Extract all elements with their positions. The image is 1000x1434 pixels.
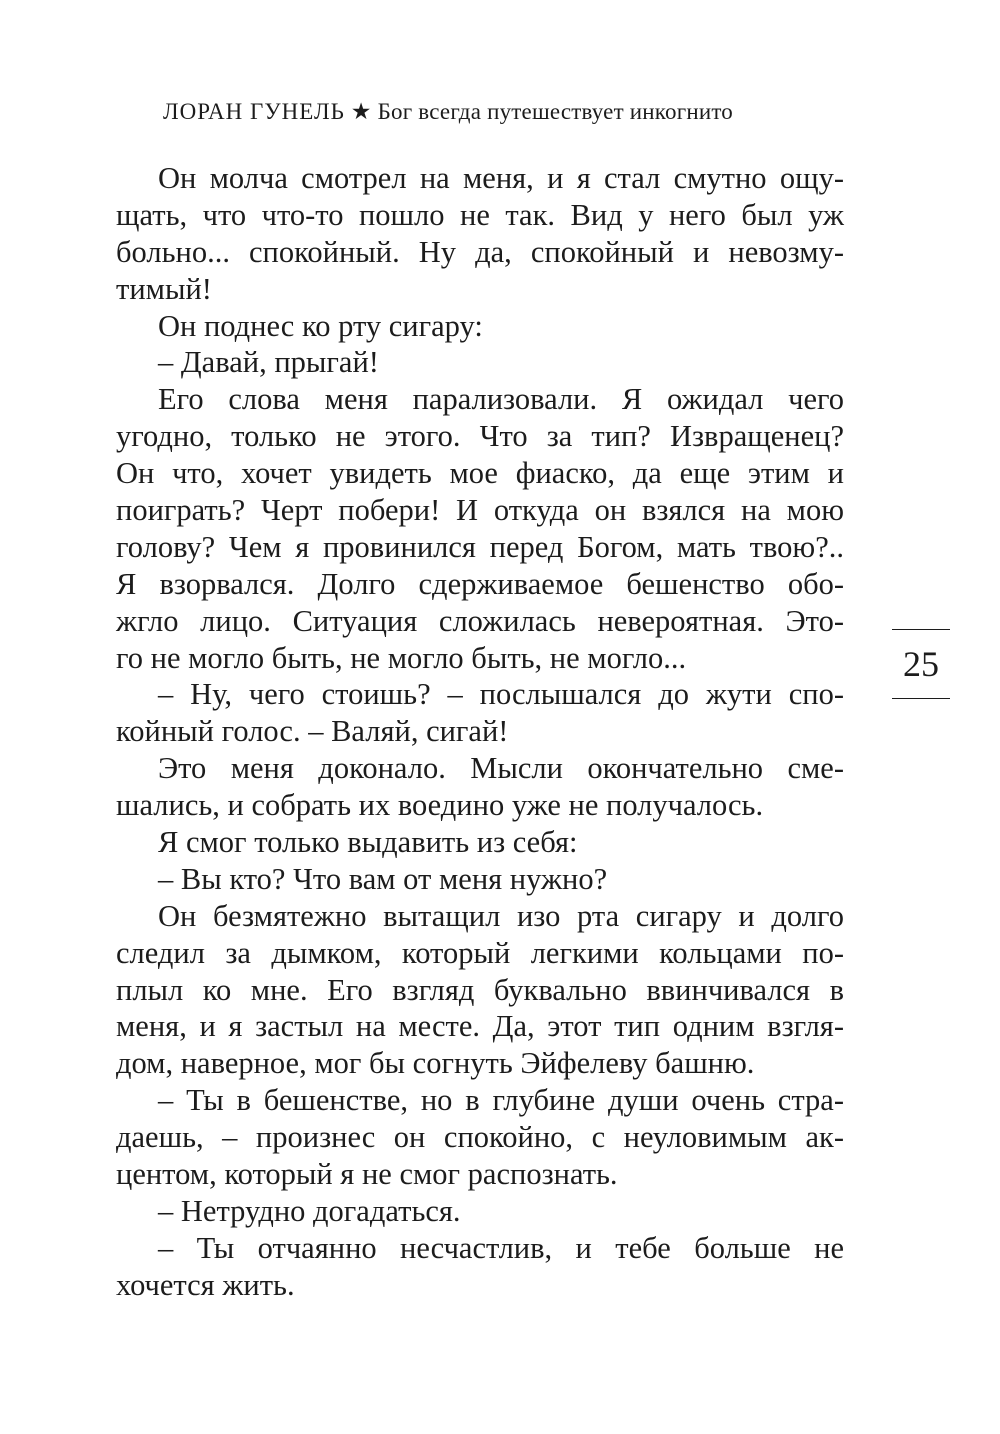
text-line: – Ты в бешенстве, но в глубине души очень стра- [158,1083,844,1118]
text-line: следил за дымком, который легкими кольцами по- [116,935,844,970]
body-text [116,160,844,1304]
text-line: меня, и я застыл на месте. Да, этот тип одним взгля- [116,1009,844,1044]
text-line: плыл ко мне. Его взгляд буквально ввинчивался в [116,972,844,1007]
text-line: жгло лицо. Ситуация сложилась невероятная. Это- [116,603,844,638]
text-line: – Вы кто? Что вам от меня нужно? [158,861,608,896]
text-line: дом, наверное, мог бы согнуть Эйфелеву башню. [116,1046,755,1081]
text-line: – Ты отчаянно несчастлив, и тебе больше не [158,1230,844,1265]
text-line: Он что, хочет увидеть мое фиаско, да еще этим и [116,456,844,491]
text-line: больно... спокойный. Ну да, спокойный и невозму- [116,234,844,269]
text-line: – Нетрудно догадаться. [158,1193,461,1228]
header-author: ЛОРАН ГУНЕЛЬ [163,99,345,124]
text-line: Он молча смотрел на меня, и я стал смутно ощу- [158,161,844,195]
text-line: хочется жить. [116,1267,295,1302]
text-line: го не могло быть, не могло быть, не могло... [116,640,687,675]
text-line: – Ну, чего стоишь? – послышался до жути спо- [158,677,844,712]
text-line: – Давай, прыгай! [158,345,379,380]
running-head [163,99,843,125]
text-line: Его слова меня парализовали. Я ожидал чего [158,382,844,417]
page-number: 25 [903,644,939,684]
text-line: щать, что что-то пошло не так. Вид у него был уж [116,197,844,232]
text-line: Это меня доконало. Мысли окончательно сме- [158,751,844,786]
text-line: тимый! [116,271,212,306]
text-line: центом, который я не смог распознать. [116,1157,618,1192]
header-book-title: Бог всегда путешествует инкогнито [377,99,733,124]
page-number-box [892,629,950,699]
text-line: угодно, только не этого. Что за тип? Извращенец? [116,419,844,454]
text-line: Он поднес ко рту сигару: [158,308,483,343]
star-separator-icon: ★ [350,99,372,124]
text-line: даешь, – произнес он спокойно, с неуловимым ак- [116,1120,844,1155]
text-line: койный голос. – Валяй, сигай! [116,714,509,749]
text-line: Я смог только выдавить из себя: [158,825,578,860]
text-line: Я взорвался. Долго сдерживаемое бешенство обо- [116,566,844,601]
text-line: голову? Чем я провинился перед Богом, мать твою?.. [116,529,844,564]
text-line: Он безмятежно вытащил изо рта сигару и долго [158,898,844,933]
text-line: шались, и собрать их воедино уже не получалось. [116,788,764,823]
text-line: поиграть? Черт побери! И откуда он взялся на мою [116,493,844,528]
